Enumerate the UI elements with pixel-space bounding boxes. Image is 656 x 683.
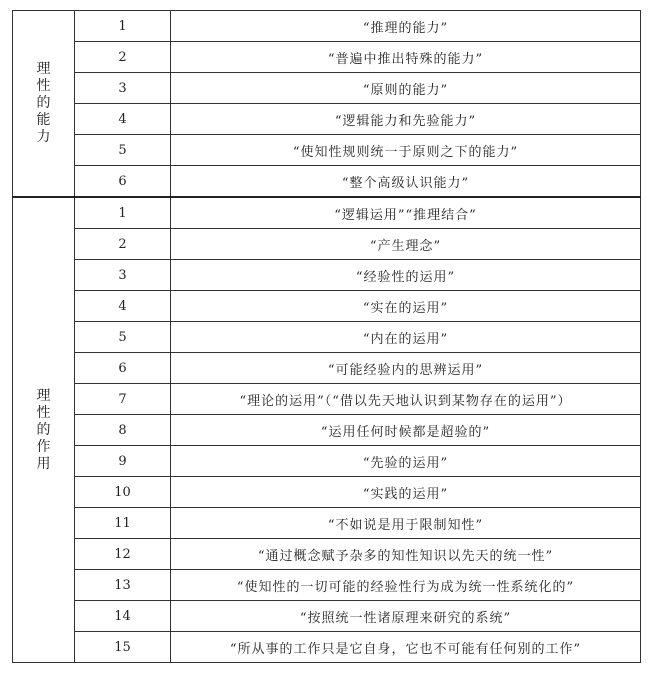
table-row [13,260,641,291]
row-number: 1 [75,11,171,42]
row-number: 9 [75,446,171,477]
table-row [13,353,641,384]
row-number: 7 [75,384,171,415]
row-description: “实在的运用” [171,291,641,322]
table-row [13,539,641,570]
row-number: 4 [75,104,171,135]
row-number: 11 [75,508,171,539]
row-description: “产生理念” [171,229,641,260]
group-label-text: 理性的作用 [36,387,51,472]
row-number: 3 [75,260,171,291]
group-label [13,11,75,198]
group-label [13,197,75,663]
row-number: 4 [75,291,171,322]
row-description: “实践的运用” [171,477,641,508]
table-row [13,570,641,601]
table-row [13,197,641,229]
row-description: “不如说是用于限制知性” [171,508,641,539]
row-description: “使知性的一切可能的经验性行为成为统一性系统化的” [171,570,641,601]
row-number: 12 [75,539,171,570]
row-number: 13 [75,570,171,601]
row-description: “所从事的工作只是它自身，它也不可能有任何别的工作” [171,632,641,663]
table-row [13,415,641,446]
reason-table [12,10,641,663]
row-number: 6 [75,353,171,384]
table-container [12,10,640,663]
table-row [13,229,641,260]
table-row [13,384,641,415]
row-description: “按照统一性诸原理来研究的系统” [171,601,641,632]
row-description: “整个高级认识能力” [171,166,641,198]
row-number: 14 [75,601,171,632]
table-body [13,11,641,663]
row-number: 15 [75,632,171,663]
row-number: 2 [75,42,171,73]
table-row [13,11,641,42]
table-row [13,322,641,353]
table-row [13,601,641,632]
row-description: “先验的运用” [171,446,641,477]
row-number: 2 [75,229,171,260]
table-row [13,291,641,322]
row-number: 5 [75,135,171,166]
row-description: “经验性的运用” [171,260,641,291]
row-description: “原则的能力” [171,73,641,104]
row-number: 3 [75,73,171,104]
row-description: “普遍中推出特殊的能力” [171,42,641,73]
table-row [13,73,641,104]
row-number: 6 [75,166,171,198]
table-row [13,42,641,73]
row-description: “逻辑运用”“推理结合” [171,197,641,229]
table-row [13,508,641,539]
table-row [13,632,641,663]
table-row [13,135,641,166]
row-description: “理论的运用”（“借以先天地认识到某物存在的运用”） [171,384,641,415]
row-number: 5 [75,322,171,353]
row-description: “运用任何时候都是超验的” [171,415,641,446]
table-row [13,446,641,477]
row-description: “通过概念赋予杂多的知性知识以先天的统一性” [171,539,641,570]
row-description: “可能经验内的思辨运用” [171,353,641,384]
table-row [13,477,641,508]
row-description: “内在的运用” [171,322,641,353]
row-number: 1 [75,197,171,229]
row-number: 8 [75,415,171,446]
row-description: “逻辑能力和先验能力” [171,104,641,135]
table-row [13,166,641,198]
table-row [13,104,641,135]
row-description: “推理的能力” [171,11,641,42]
group-label-text: 理性的能力 [36,61,51,145]
row-number: 10 [75,477,171,508]
row-description: “使知性规则统一于原则之下的能力” [171,135,641,166]
